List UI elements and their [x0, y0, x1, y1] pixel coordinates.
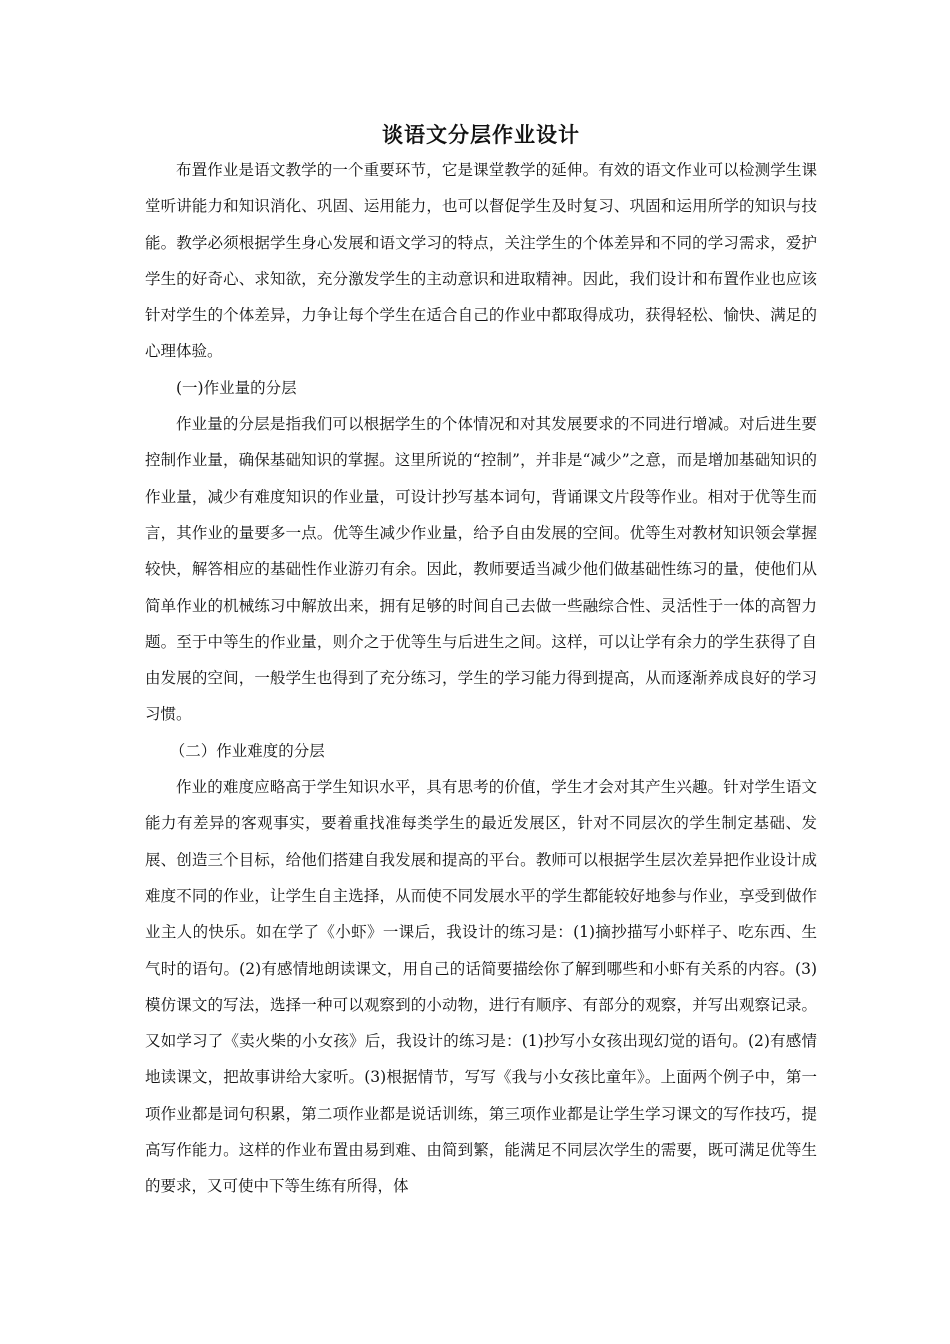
section-2-heading: （二）作业难度的分层: [169, 741, 325, 760]
document-page: [145, 118, 817, 1205]
intro-paragraph: 布置作业是语文教学的一个重要环节，它是课堂教学的延伸。有效的语文作业可以检测学生课堂听讲能力和知识消化、巩固、运用能力，也可以督促学生及时复习、巩固和运用所学的知识与技能。教学必须根据学生身心发展和语文学习的特点，关注学生的个体差异和不同的学习需求，爱护学生的好奇心、求知欲，充分激发学生的主动意识和进取精神。因此，我们设计和布置作业也应该针对学生的个体差异，力争让每个学生在适合自己的作业中都取得成功，获得轻松、愉快、满足的心理体验。: [145, 161, 817, 361]
section-1-paragraph: 作业量的分层是指我们可以根据学生的个体情况和对其发展要求的不同进行增减。对后进生要控制作业量，确保基础知识的掌握。这里所说的“控制”，并非是“减少”之意，而是增加基础知识的作业量，减少有难度知识的作业量，可设计抄写基本词句，背诵课文片段等作业。相对于优等生而言，其作业的量要多一点。优等生减少作业量，给予自由发展的空间。优等生对教材知识领会掌握较快，解答相应的基础性作业游刃有余。因此，教师要适当减少他们做基础性练习的量，使他们从简单作业的机械练习中解放出来，拥有足够的时间自己去做一些融综合性、灵活性于一体的高智力题。至于中等生的作业量，则介之于优等生与后进生之间。这样，可以让学有余力的学生获得了自由发展的空间，一般学生也得到了充分练习，学生的学习能力得到提高，从而逐渐养成良好的学习习惯。: [145, 415, 817, 724]
section-2-paragraph: 作业的难度应略高于学生知识水平，具有思考的价值，学生才会对其产生兴趣。针对学生语文能力有差异的客观事实，要着重找准每类学生的最近发展区，针对不同层次的学生制定基础、发展、创造三个目标，给他们搭建自我发展和提高的平台。教师可以根据学生层次差异把作业设计成难度不同的作业，让学生自主选择，从而使不同发展水平的学生都能较好地参与作业，享受到做作业主人的快乐。如在学了《小虾》一课后，我设计的练习是：(1)摘抄描写小虾样子、吃东西、生气时的语句。(2)有感情地朗读课文，用自己的话简要描绘你了解到哪些和小虾有关系的内容。(3)模仿课文的写法，选择一种可以观察到的小动物，进行有顺序、有部分的观察，并写出观察记录。又如学习了《卖火柴的小女孩》后，我设计的练习是：(1)抄写小女孩出现幻觉的语句。(2)有感情地读课文，把故事讲给大家听。(3)根据情节，写写《我与小女孩比童年》。上面两个例子中，第一项作业都是词句积累，第二项作业都是说话训练，第三项作业都是让学生学习课文的写作技巧，提高写作能力。这样的作业布置由易到难、由简到繁，能满足不同层次学生的需要，既可满足优等生的要求，又可使中下等生练有所得，体: [145, 778, 817, 1196]
section-1-heading: (一)作业量的分层: [176, 378, 297, 397]
document-title: 谈语文分层作业设计: [382, 122, 580, 147]
